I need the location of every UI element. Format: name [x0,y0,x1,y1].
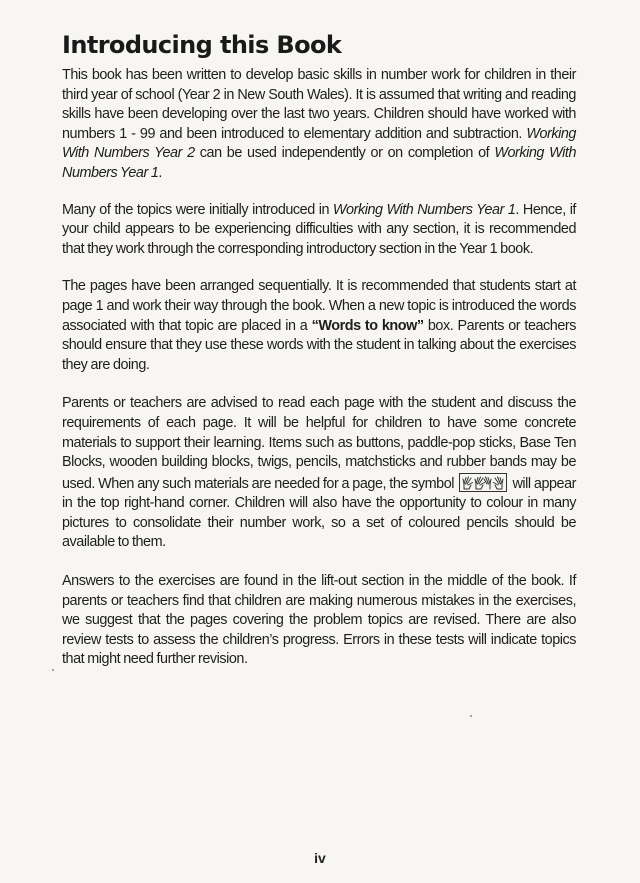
book-title-italic: Working With Numbers Year 2 [62,125,576,162]
paragraph-text: box. Parents or teachers should ensure that they use these words with the student in talking about the exercises they are doing. [62,317,576,373]
paragraph-introduction [62,66,576,184]
paragraph-materials [62,394,576,553]
page-number: iv [314,850,326,866]
paragraph-text: This book has been written to develop basic skills in number work for children in their third year of school (Year 2 in New South Wales). It is assumed that writing and reading skills have been developing over the last two years. Children should have worked with numbers 1 - 99 and been introduced to elementary addition and subtraction. [62,67,576,142]
paragraph-text: . Hence, if your child appears to be experiencing difficulties with any section, it is recommended that they work through the corresponding introductory section in the Year 1 book. [62,201,576,257]
paragraph-text: Parents or teachers are advised to read each page with the student and discuss the requirements of each page. It will be helpful for children to have some concrete materials to support their learning. Items such as buttons, paddle-pop sticks, Base Ten Blocks, wooden building blocks, twigs, pencils, matchsticks and rubber bands may be used. When any such materials are needed for a page, the symbol [62,395,576,492]
paragraph-answers [62,572,576,670]
paragraph-text: Many of the topics were initially introduced in [62,201,333,218]
book-title-italic: Working With Numbers Year 1 [62,145,576,181]
scan-speck [52,669,54,671]
book-title-italic: Working With Numbers Year 1 [332,201,516,218]
paragraph-text: . [158,164,162,181]
paragraph-text: Answers to the exercises are found in the lift-out section in the middle of the book. If parents or teachers find that children are making numerous mistakes in the exercises, we suggest that the pages covering the problem topics are revised. There are also review tests to assess the children’s progress. Errors in these tests will indicate topics that might need further revision. [62,573,576,668]
paragraph-text: can be used independently or on completion of [194,145,495,162]
paragraph-page-order [62,277,576,375]
scan-speck [470,715,472,717]
paragraph-text: will appear in the top right-hand corner. Children will also have the opportunity to colour in many pictures to consolidate their number work, so a set of coloured pencils should be available to them. [62,475,577,551]
page-title: Introducing this Book [62,31,342,59]
paragraph-year-1-reference [62,201,576,260]
paragraph-text: The pages have been arranged sequentially. It is recommended that students start at page 1 and work their way through the book. When a new topic is introduced the words associated with that topic are placed in a [62,278,576,334]
bold-term: “Words to know” [311,317,424,334]
body-text [62,66,576,688]
hands-in-box-icon [459,473,507,492]
